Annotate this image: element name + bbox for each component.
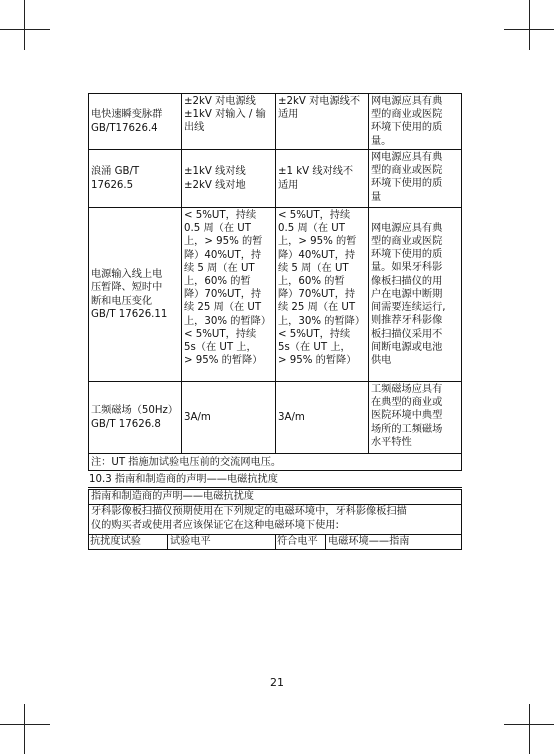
table-border-right — [461, 93, 462, 471]
table-note: 注：UT 指施加试验电压前的交流网电压。 — [91, 457, 282, 468]
cell-text: ±1 kV 线对线不 适用 — [278, 166, 354, 191]
cell-text: 网电源应具有典 型的商业或医院 环境下使用的质 量 — [371, 152, 443, 203]
page-number: 21 — [270, 676, 284, 689]
box-border-left — [88, 489, 89, 550]
cell-text: 3A/m — [184, 411, 211, 423]
cell-text: ±2kV 对电源线不 适用 — [278, 96, 361, 121]
box-border-right — [461, 489, 462, 550]
box-col-divider — [275, 534, 276, 549]
cell-text: < 5%UT，持续 0.5 周（在 UT 上，> 95% 的暂 降）40%UT，持 续 5 周（在 UT 上，60% 的暂 降）70%UT，持 续 25 周（在 UT 上，30% 的暂降） < 5%UT，持续 5s（在 UT 上， > 95% 的暂降） — [278, 210, 366, 367]
table-cell-guidance — [369, 94, 461, 149]
cell-text: 网电源应具有典 型的商业或医院 环境下使用的质 量。 — [371, 96, 443, 147]
table-cell-test-name — [89, 150, 181, 207]
box-border-bottom — [88, 549, 462, 550]
table-cell-guidance — [369, 150, 461, 207]
crop-mark-bottom-left-v — [24, 704, 25, 754]
crop-mark-top-right-v — [529, 0, 530, 50]
table-cell-test-level — [182, 208, 275, 381]
table-border-bottom — [88, 470, 462, 471]
table-cell-test-level — [182, 94, 275, 149]
cell-text: 电源输入线上电 压暂降、短时中 断和电压变化 GB/T 17626.11 — [91, 269, 168, 320]
table-cell-compliance-level — [276, 382, 368, 453]
cell-text: 浪涌 GB/T 17626.5 — [91, 166, 140, 191]
table-cell-test-level — [182, 150, 275, 207]
crop-mark-bottom-right-v — [529, 704, 530, 754]
box-col-divider — [167, 534, 168, 549]
crop-mark-top-left-v — [24, 0, 25, 50]
column-header-test-level: 试验电平 — [170, 536, 211, 547]
crop-mark-top-left-h — [0, 29, 50, 30]
cell-text: 3A/m — [278, 411, 305, 423]
table-cell-guidance — [369, 208, 461, 381]
table-cell-guidance — [369, 382, 461, 453]
column-header-immunity-test: 抗扰度试验 — [90, 536, 141, 547]
table-cell-test-name — [89, 382, 181, 453]
column-header-compliance-level: 符合电平 — [277, 536, 318, 547]
cell-text: 网电源应具有典 型的商业或医院 环境下使用的质 量。如果牙科影 像板扫描仪的用 户在电源中断期 间需要连续运行, 则推荐牙科影像 板扫描仪采用不 间断电源或电池 供电 — [371, 222, 446, 366]
section-heading: 10.3 指南和制造商的声明——电磁抗扰度 — [89, 474, 278, 485]
table-cell-compliance-level — [276, 208, 368, 381]
cell-text: ±1kV 线对线 ±2kV 线对地 — [184, 166, 246, 191]
cell-text: 电快速瞬变脉群 GB/T17626.4 — [91, 109, 163, 134]
box-title: 指南和制造商的声明——电磁抗扰度 — [91, 491, 254, 502]
cell-text: < 5%UT，持续 0.5 周（在 UT 上，> 95% 的暂 降）40%UT，持 续 5 周（在 UT 上，60% 的暂 降）70%UT，持 续 25 周（在 UT 上，30% 的暂降） < 5%UT，持续 5s（在 UT 上， > 95% 的暂降） — [184, 210, 272, 367]
crop-mark-top-right-h — [504, 29, 554, 30]
table-cell-compliance-level — [276, 94, 368, 149]
cell-text: ±2kV 对电源线 ±1kV 对输入 / 输 出线 — [184, 96, 266, 134]
box-col-divider — [325, 534, 326, 549]
table-cell-compliance-level — [276, 150, 368, 207]
crop-mark-bottom-right-h — [504, 724, 554, 725]
column-header-em-environment-guidance: 电磁环境——指南 — [328, 536, 410, 547]
cell-text: 工频磁场（50Hz） GB/T 17626.8 — [91, 405, 179, 430]
table-cell-test-level — [182, 382, 275, 453]
table-cell-test-name — [89, 94, 181, 149]
cell-text: 工频磁场应具有 在典型的商业或 医院环境中典型 场所的工频磁场 水平特性 — [371, 384, 443, 448]
table-cell-test-name — [89, 208, 181, 381]
section-heading-underline — [88, 487, 462, 488]
crop-mark-bottom-left-h — [0, 724, 50, 725]
box-text: 牙科影像板扫描仪预期使用在下列规定的电磁环境中，牙科影像板扫描 仪的购买者或使用者应该保证它在这种电磁环境下使用: — [91, 506, 407, 531]
